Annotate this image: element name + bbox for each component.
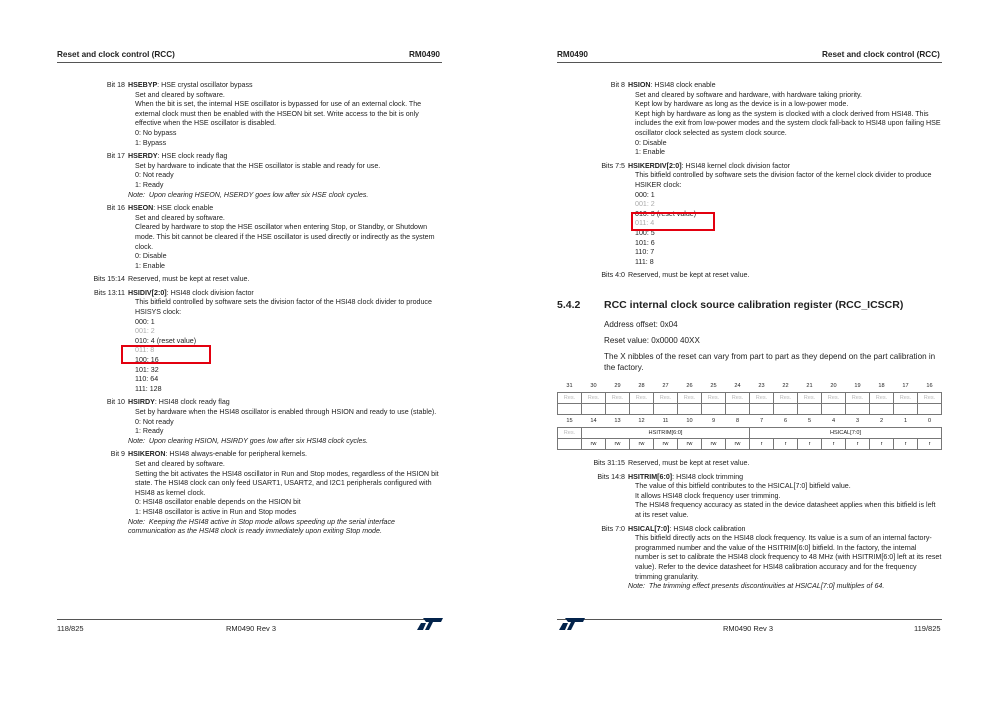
- field-note: [128, 437, 444, 447]
- access-cell: rw: [606, 439, 630, 450]
- bit-number: 11: [662, 418, 669, 424]
- bit-number: 18: [878, 383, 885, 389]
- bit-number: 14: [590, 418, 597, 424]
- access-cell: r: [918, 439, 942, 450]
- bit-number: 22: [782, 383, 789, 389]
- bit-number: 3: [855, 418, 860, 424]
- reserved-cell: Res.: [654, 393, 678, 404]
- field-desc: Reserved, must be kept at reset value.: [628, 459, 750, 467]
- reserved-cell: Res.: [630, 393, 654, 404]
- reserved-cell: Res.: [558, 393, 582, 404]
- right-header-rule: [557, 62, 942, 63]
- field-desc: : HSI48 clock enable: [650, 81, 716, 89]
- bit-number: 20: [830, 383, 837, 389]
- field-line: 1: HSI48 oscillator is active in Run and Stop modes: [135, 507, 297, 516]
- field-line: Kept high by hardware as long as the system is clocked with a clock derived from HSI48. This includes the exit from low-power modes and the system clock fall-back to HSI48 upon failing HSE oscillator clock selected as system clock source.: [635, 109, 941, 137]
- right-header-docref: RM0490: [557, 50, 588, 59]
- hsical-field-cell: HSICAL[7:0]: [750, 428, 942, 439]
- bit-label: Bits 13:11: [93, 288, 125, 297]
- access-cell: rw: [582, 439, 606, 450]
- field-line: Cleared by hardware to stop the HSE oscillator when entering Stop, or Standby, or Shutdown mode. This bit cannot be cleared if the HSE oscillator is used directly or indirectly as the system clock.: [135, 223, 435, 251]
- field-name: HSITRIM[6:0]: [628, 472, 673, 481]
- bit-label: Bits 7:5: [601, 161, 625, 170]
- field-line: This bitfield controlled by software sets the division factor of the HSI48 clock divider to produce HSISYS clock:: [135, 298, 432, 317]
- blank-cell: [798, 404, 822, 415]
- field-desc: : HSI48 clock ready flag: [154, 398, 230, 407]
- bit-label: Bits 7:0: [601, 524, 625, 533]
- section-title: RCC internal clock source calibration register (RCC_ICSCR): [604, 299, 904, 311]
- register-section: [557, 299, 947, 373]
- access-cell: rw: [678, 439, 702, 450]
- field-line: 1: Ready: [135, 180, 164, 189]
- field-name: HSERDY: [128, 152, 158, 161]
- left-footer-page: 118/825: [57, 624, 84, 633]
- field-line: It allows HSI48 clock frequency user trimming.: [635, 491, 781, 500]
- bit-number: 1: [903, 418, 908, 424]
- upper-blank-row: [558, 404, 942, 415]
- access-cell: r: [870, 439, 894, 450]
- field-line: 0: Not ready: [135, 417, 174, 426]
- st-logo-icon: [417, 617, 443, 636]
- access-cell: r: [822, 439, 846, 450]
- access-cell: r: [774, 439, 798, 450]
- field-line: When the bit is set, the internal HSE oscillator is bypassed for use of an external clock. The external clock must then be enabled with the HSEON bit set. Write access to the bit is only effective when the HSE oscillator is disabled.: [135, 100, 422, 128]
- reset-value-line: 010: 4 (reset value): [135, 336, 197, 345]
- bit-number: 24: [734, 383, 741, 389]
- field-hserdy: [88, 152, 444, 200]
- field-line: 1: Bypass: [135, 138, 167, 147]
- bit-label: Bit 10: [106, 398, 125, 407]
- bit-number: 29: [614, 383, 621, 389]
- lower-bit-numbers: [558, 415, 942, 428]
- left-header-docref: RM0490: [409, 50, 440, 59]
- blank-cell: [822, 404, 846, 415]
- bit-number: 7: [759, 418, 764, 424]
- bit-number: 28: [638, 383, 645, 389]
- field-line: 011: 4: [635, 219, 655, 228]
- note-text: The trimming effect presents discontinuities at HSICAL[7:0] multiples of 64.: [648, 582, 885, 591]
- note-label: Note:: [628, 582, 645, 591]
- bit-number: 16: [926, 383, 933, 389]
- field-line: 0: Disable: [135, 252, 167, 261]
- bit-label: Bit 9: [110, 450, 125, 459]
- note-label: Note:: [128, 190, 145, 199]
- bit-number: 30: [590, 383, 597, 389]
- register-bit-table: [557, 380, 942, 450]
- field-desc: : HSE clock ready flag: [157, 152, 228, 161]
- field-name: HSIKERON: [128, 450, 166, 459]
- field-line: 111: 128: [135, 384, 162, 393]
- blank-cell: [654, 404, 678, 415]
- field-hsitrim: [590, 473, 942, 521]
- bit-number: 8: [735, 418, 740, 424]
- st-logo-icon: [559, 617, 585, 636]
- left-header-title: Reset and clock control (RCC): [57, 50, 175, 59]
- blank-cell: [678, 404, 702, 415]
- field-line: 0: HSI48 oscillator enable depends on the HSION bit: [135, 498, 301, 507]
- field-line: 0: Disable: [635, 138, 667, 147]
- bit-number: 15: [566, 418, 573, 424]
- bit-number: 27: [662, 383, 669, 389]
- reserved-cell: Res.: [894, 393, 918, 404]
- reserved-cell: Res.: [822, 393, 846, 404]
- access-row: [558, 439, 942, 450]
- reserved-cell: Res.: [750, 393, 774, 404]
- bit-label: Bits 14:8: [597, 472, 625, 481]
- address-offset: Address offset: 0x04: [604, 320, 678, 329]
- bit-label: Bit 8: [610, 81, 625, 89]
- access-cell: rw: [702, 439, 726, 450]
- blank-cell: [918, 404, 942, 415]
- field-line: Setting the bit activates the HSI48 oscillator in Run and Stop modes, regardless of the HSION bit state. The HSI48 clock can only feed USART1, USART2, and I2C1 peripherals configured with HSI48 as kernel clock.: [135, 469, 439, 497]
- blank-cell: [870, 404, 894, 415]
- bit-label: Bit 16: [106, 204, 125, 213]
- field-line: 101: 6: [635, 238, 655, 247]
- field-desc: : HSE clock enable: [153, 204, 214, 213]
- right-header-title: Reset and clock control (RCC): [822, 50, 940, 59]
- reserved-cell: Res.: [774, 393, 798, 404]
- field-name: HSEON: [128, 204, 154, 213]
- access-cell: rw: [630, 439, 654, 450]
- upper-reserved-row: [558, 393, 942, 404]
- blank-cell: [750, 404, 774, 415]
- field-desc: : HSI48 clock calibration: [669, 524, 746, 533]
- reserved-cell: Res.: [582, 393, 606, 404]
- field-line: Set by hardware when the HSI48 oscillator is enabled through HSION and ready to use (stable).: [135, 408, 437, 416]
- bit-number: 26: [686, 383, 693, 389]
- reset-value-highlight: [121, 345, 211, 364]
- upper-bit-numbers: [558, 380, 942, 393]
- bit-label: Bit 17: [106, 152, 125, 161]
- field-hseon: [88, 204, 444, 271]
- access-cell: r: [846, 439, 870, 450]
- bit-label: Bits 15:14: [93, 275, 125, 284]
- reserved-cell: Res.: [606, 393, 630, 404]
- bit-label: Bit 18: [106, 81, 125, 89]
- left-page: [0, 0, 499, 707]
- blank-cell: [606, 404, 630, 415]
- field-line: Set and cleared by software.: [135, 213, 225, 222]
- field-name: HSIDIV[2:0]: [128, 288, 167, 297]
- field-name: HSIKERDIV[2:0]: [628, 161, 682, 170]
- left-footer-rule: [57, 619, 442, 620]
- field-note: [128, 518, 444, 537]
- blank-cell: [702, 404, 726, 415]
- field-line: This bitfield controlled by software sets the division factor of the kernel clock divider to produce HSIKER clock:: [635, 171, 932, 189]
- field-desc: : HSI48 clock division factor: [166, 288, 254, 297]
- field-name: HSEBYP: [128, 81, 158, 89]
- bit-number: 6: [783, 418, 788, 424]
- field-line: 000: 1: [135, 317, 155, 326]
- note-label: Note:: [128, 436, 145, 445]
- reserved-cell: Res.: [558, 428, 582, 439]
- reset-value-line: 010: 3 (reset value): [635, 209, 697, 218]
- field-line: 001: 2: [635, 200, 655, 209]
- field-line: 000: 1: [635, 190, 655, 199]
- reset-value: Reset value: 0x0000 40XX: [604, 336, 700, 345]
- lower-field-row: [558, 428, 942, 439]
- access-cell: [558, 439, 582, 450]
- field-desc: Reserved, must be kept at reset value.: [128, 275, 250, 284]
- note-label: Note:: [128, 517, 145, 526]
- reserved-cell: Res.: [702, 393, 726, 404]
- field-note: [128, 191, 444, 201]
- bit-number: 2: [879, 418, 884, 424]
- field-line: Set and cleared by software.: [135, 90, 225, 99]
- bit-number: 31: [566, 383, 573, 389]
- field-line: The HSI48 frequency accuracy as stated in the device datasheet applies when this bitfield is left at its reset value.: [635, 501, 936, 519]
- field-reserved-31-15: [590, 459, 942, 469]
- field-line: 001: 2: [135, 327, 155, 336]
- access-cell: rw: [654, 439, 678, 450]
- blank-cell: [582, 404, 606, 415]
- field-desc: : HSI48 clock trimming: [672, 472, 744, 481]
- bit-label: Bits 4:0: [601, 271, 625, 280]
- field-line: 1: Ready: [135, 427, 164, 436]
- field-hsical: [590, 525, 942, 592]
- field-line: 0: No bypass: [135, 128, 177, 137]
- field-line: Set and cleared by software.: [135, 459, 225, 468]
- bit-number: 19: [854, 383, 861, 389]
- blank-cell: [774, 404, 798, 415]
- bit-number: 17: [902, 383, 909, 389]
- field-line: 110: 7: [635, 248, 655, 257]
- field-line: 1: Enable: [635, 148, 665, 157]
- bit-number: 10: [686, 418, 693, 424]
- field-line: 101: 32: [135, 365, 159, 374]
- field-name: HSICAL[7:0]: [628, 524, 670, 533]
- right-body-top: [590, 81, 942, 285]
- bit-number: 23: [758, 383, 765, 389]
- bit-number: 25: [710, 383, 717, 389]
- access-cell: r: [894, 439, 918, 450]
- access-cell: r: [750, 439, 774, 450]
- field-reserved-15-14: [88, 275, 444, 285]
- field-hsikeron: [88, 450, 444, 536]
- field-line: This bitfield directly acts on the HSI48 clock frequency. Its value is a sum of an internal factory-programmed number and the value of the HSITRIM[6:0] bitfield. In the factory, the internal number is set to calibrate the HSI48 clock frequency to 48 MHz (with HSITRIM[6:0] left at its reset value). Refer to the device datasheet for HSI48 calibration accuracy and for the frequency trimming granularity.: [635, 534, 942, 581]
- section-heading: [557, 299, 947, 313]
- bit-number: 21: [806, 383, 813, 389]
- field-desc: : HSI48 kernel clock division factor: [681, 161, 791, 170]
- st-logo-mark: [417, 617, 443, 631]
- blank-cell: [894, 404, 918, 415]
- field-line: 0: Not ready: [135, 171, 174, 180]
- field-reserved-4-0: [590, 271, 942, 281]
- field-line: 100: 16: [135, 356, 159, 365]
- blank-cell: [726, 404, 750, 415]
- hsitrim-field-cell: HSITRIM[6:0]: [582, 428, 750, 439]
- field-line: 100: 5: [635, 228, 655, 237]
- bit-number: 12: [638, 418, 645, 424]
- left-body: [88, 81, 444, 541]
- field-desc: Reserved, must be kept at reset value.: [628, 271, 750, 280]
- field-line: 110: 64: [135, 375, 159, 384]
- bit-label: Bits 31:15: [593, 459, 625, 467]
- left-footer-rev: RM0490 Rev 3: [226, 624, 277, 633]
- field-line: 1: Enable: [135, 261, 165, 270]
- note-text: Upon clearing HSION, HSIRDY goes low after six HSI48 clock cycles.: [148, 436, 368, 445]
- bit-number: 0: [927, 418, 932, 424]
- access-cell: r: [798, 439, 822, 450]
- field-line: Kept low by hardware as long as the device is in a low-power mode.: [635, 100, 849, 109]
- access-cell: rw: [726, 439, 750, 450]
- reserved-cell: Res.: [678, 393, 702, 404]
- field-hsion: [590, 81, 942, 158]
- field-note: [628, 582, 942, 592]
- bit-number: 9: [711, 418, 716, 424]
- note-text: Keeping the HSI48 active in Stop mode allows speeding up the serial interface communication as the HSI48 clock is ready immediately upon exiting Stop mode.: [128, 517, 395, 536]
- right-page: [500, 0, 999, 707]
- right-footer-page: 119/825: [914, 624, 941, 633]
- field-hsirdy: [88, 398, 444, 446]
- field-desc: : HSE crystal oscillator bypass: [157, 81, 253, 89]
- nibbles-note: The X nibbles of the reset can vary from part to part as they depend on the part calibration in the factory.: [604, 352, 936, 372]
- bit-number: 4: [831, 418, 836, 424]
- field-name: HSIRDY: [128, 398, 155, 407]
- section-number: 5.4.2: [557, 299, 581, 311]
- field-hsidiv: [88, 289, 444, 395]
- left-header-rule: [57, 62, 442, 63]
- blank-cell: [846, 404, 870, 415]
- reserved-cell: Res.: [870, 393, 894, 404]
- blank-cell: [558, 404, 582, 415]
- bit-number: 5: [807, 418, 812, 424]
- field-line: Set by hardware to indicate that the HSE oscillator is stable and ready for use.: [135, 161, 381, 170]
- right-body-bottom: [590, 459, 942, 596]
- field-line: 111: 8: [635, 257, 654, 266]
- reset-value-highlight: [631, 212, 715, 231]
- reserved-cell: Res.: [918, 393, 942, 404]
- blank-cell: [630, 404, 654, 415]
- note-text: Upon clearing HSEON, HSERDY goes low after six HSE clock cycles.: [148, 190, 369, 199]
- reserved-cell: Res.: [846, 393, 870, 404]
- field-name: HSION: [628, 81, 651, 89]
- bit-number: 13: [614, 418, 621, 424]
- reserved-cell: Res.: [726, 393, 750, 404]
- field-line: 011: 8: [135, 346, 155, 355]
- right-footer-rev: RM0490 Rev 3: [723, 624, 774, 633]
- field-desc: : HSI48 always-enable for peripheral kernels.: [165, 450, 308, 459]
- right-footer-rule: [557, 619, 942, 620]
- st-logo-mark: [559, 617, 585, 631]
- field-line: Set and cleared by software and hardware, with hardware taking priority.: [635, 90, 862, 99]
- reserved-cell: Res.: [798, 393, 822, 404]
- field-hsebyp: [88, 81, 444, 148]
- field-line: The value of this bitfield contributes to the HSICAL[7:0] bitfield value.: [635, 482, 851, 491]
